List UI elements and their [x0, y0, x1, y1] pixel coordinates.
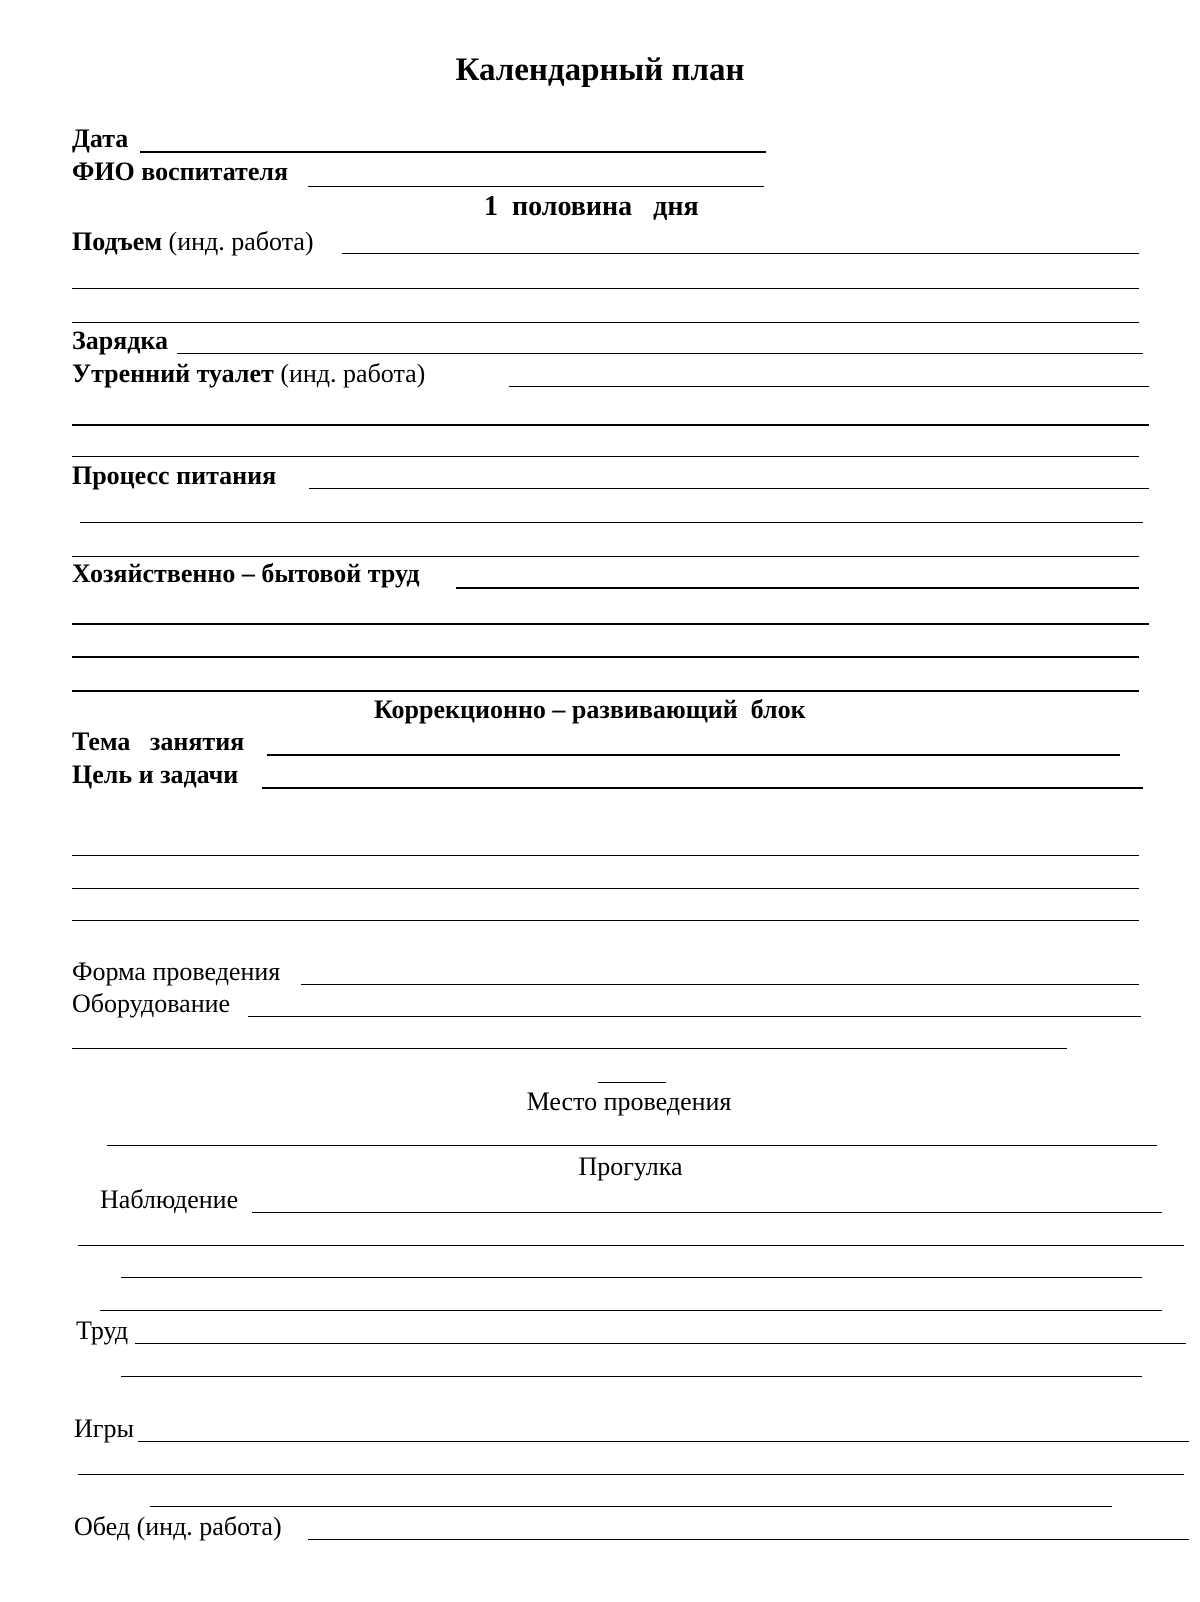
- equipment-label: Оборудование: [72, 989, 231, 1018]
- toilet-label: Утренний туалет: [72, 359, 274, 388]
- wakeup-extra-line[interactable]: [72, 288, 1139, 289]
- equipment-extra-line[interactable]: [598, 1082, 666, 1083]
- toilet-field-line[interactable]: [509, 386, 1149, 387]
- date-label: Дата: [72, 124, 129, 153]
- date-field-line[interactable]: [140, 151, 766, 153]
- games-field-line[interactable]: [138, 1441, 1189, 1442]
- correction-heading: Коррекционно – развивающий блок: [374, 695, 806, 724]
- goals-extra-line[interactable]: [72, 855, 1139, 856]
- meals-label: Процесс питания: [72, 461, 277, 490]
- lunch-field-line[interactable]: [308, 1539, 1189, 1540]
- observation-label: Наблюдение: [100, 1185, 239, 1214]
- form-label: Форма проведения: [72, 957, 281, 986]
- meals-extra-line[interactable]: [72, 556, 1139, 557]
- observation-extra-line[interactable]: [78, 1245, 1184, 1246]
- equipment-field-line[interactable]: [248, 1016, 1141, 1017]
- toilet-extra-line[interactable]: [72, 424, 1149, 426]
- goals-label: Цель и задачи: [72, 760, 239, 789]
- first-half-heading: 1 половина дня: [484, 191, 699, 222]
- toilet-note: (инд. работа): [280, 359, 426, 388]
- teacher-field-line[interactable]: [308, 186, 764, 187]
- toilet-row: [72, 361, 425, 387]
- wakeup-field-line[interactable]: [342, 253, 1139, 254]
- labor-extra-line[interactable]: [72, 656, 1139, 658]
- walk-labor-label: Труд: [76, 1316, 129, 1345]
- games-extra-line[interactable]: [150, 1506, 1112, 1507]
- goals-extra-line[interactable]: [72, 920, 1139, 921]
- labor-label: Хозяйственно – бытовой труд: [72, 559, 420, 588]
- wakeup-extra-line[interactable]: [72, 322, 1139, 323]
- topic-label: Тема занятия: [72, 727, 245, 756]
- equipment-extra-line[interactable]: [72, 1048, 1067, 1049]
- observation-field-line[interactable]: [252, 1212, 1162, 1213]
- observation-extra-line[interactable]: [121, 1277, 1142, 1278]
- games-label: Игры: [74, 1414, 134, 1443]
- exercise-label: Зарядка: [72, 326, 168, 355]
- meals-extra-line[interactable]: [80, 522, 1143, 523]
- goals-field-line[interactable]: [262, 787, 1143, 789]
- walk-heading: Прогулка: [578, 1152, 683, 1181]
- wakeup-note: (инд. работа): [168, 227, 314, 256]
- observation-extra-line[interactable]: [100, 1310, 1162, 1311]
- meals-field-line[interactable]: [309, 488, 1149, 489]
- walk-labor-extra-line[interactable]: [121, 1376, 1142, 1377]
- form-field-line[interactable]: [301, 984, 1139, 985]
- teacher-label: ФИО воспитателя: [72, 157, 289, 186]
- goals-extra-line[interactable]: [72, 888, 1139, 889]
- topic-field-line[interactable]: [267, 754, 1120, 756]
- place-label: Место проведения: [526, 1087, 732, 1116]
- lunch-label: Обед (инд. работа): [74, 1512, 282, 1541]
- wakeup-label: Подъем: [72, 227, 163, 256]
- toilet-extra-line[interactable]: [72, 456, 1139, 457]
- wakeup-row: [72, 229, 314, 255]
- page-title: Календарный план: [455, 52, 745, 88]
- labor-extra-line[interactable]: [72, 690, 1139, 692]
- labor-field-line[interactable]: [456, 587, 1139, 589]
- labor-extra-line[interactable]: [72, 623, 1149, 625]
- exercise-field-line[interactable]: [177, 353, 1143, 354]
- games-extra-line[interactable]: [78, 1474, 1184, 1475]
- walk-labor-field-line[interactable]: [135, 1343, 1186, 1344]
- place-field-line[interactable]: [107, 1145, 1157, 1146]
